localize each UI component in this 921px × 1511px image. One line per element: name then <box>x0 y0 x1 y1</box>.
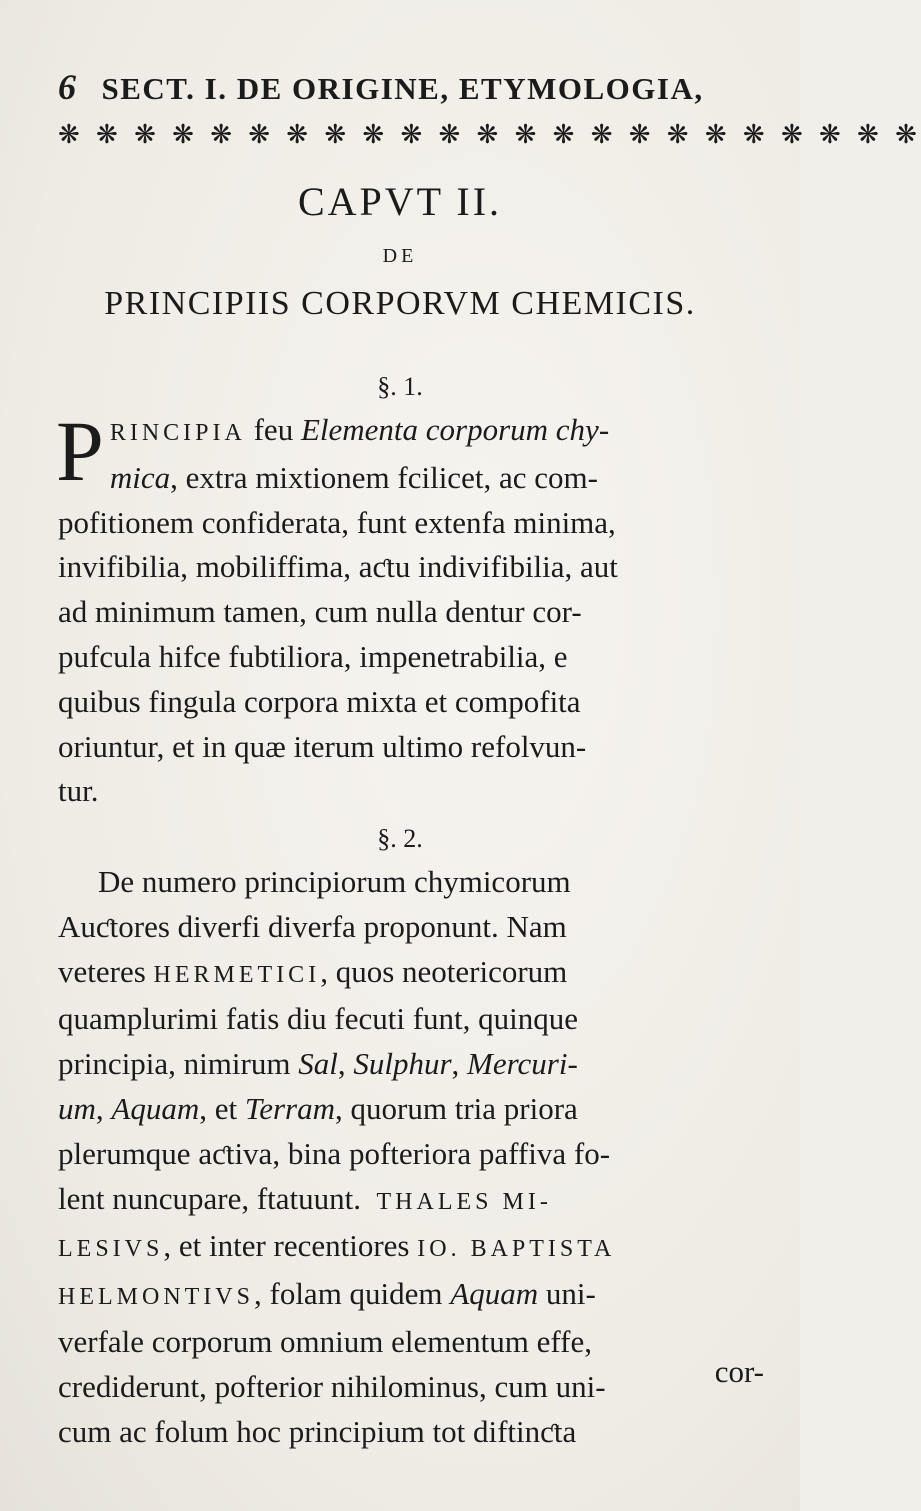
ornament-rule: ❋ ❋ ❋ ❋ ❋ ❋ ❋ ❋ ❋ ❋ ❋ ❋ ❋ ❋ ❋ ❋ ❋ ❋ ❋ ❋ ❋ ❋ ❋ <box>58 120 921 150</box>
text-line: quamplurimi fatis diu fecuti funt, quinque <box>58 1001 579 1037</box>
paragraph-1 <box>56 403 778 814</box>
text-line: lent nuncupare, ftatuunt. THALES MI- <box>58 1180 552 1216</box>
text-line: De numero principiorum chymicorum <box>98 864 571 899</box>
text-line: cum ac folum hoc principium tot diftinƈta <box>58 1413 577 1449</box>
text-line: HELMONTIVS, folam quidem Aquam uni- <box>58 1276 596 1312</box>
page-number: 6 <box>58 67 78 107</box>
text-line: pofitionem confiderata, funt extenfa minima, <box>58 504 616 540</box>
text-line: tur. <box>58 773 99 809</box>
section-mark-1: §. 1. <box>377 372 423 401</box>
text-line: principia, nimirum Sal, Sulphur, Mercuri- <box>58 1046 578 1082</box>
drop-cap: P <box>56 403 104 499</box>
running-header <box>58 66 704 108</box>
text-line: crediderunt, pofterior nihilominus, cum uni- <box>58 1368 606 1404</box>
text-line: veteres HERMETICI, quos neotericorum <box>58 953 568 989</box>
text-line: Auƈtores diverfi diverfa proponunt. Nam <box>58 908 567 944</box>
text-line: um, Aquam, et Terram, quorum tria priora <box>58 1090 578 1126</box>
paragraph-2 <box>58 860 778 1454</box>
catchword: cor- <box>714 1354 764 1389</box>
text-line: verfale corporum omnium elementum effe, <box>58 1323 592 1359</box>
section-mark-2: §. 2. <box>377 824 423 853</box>
text-line: quibus fingula corpora mixta et compofita <box>58 683 581 719</box>
text-line: ad minimum tamen, cum nulla dentur cor- <box>58 594 582 630</box>
chapter-title: CAPVT II. <box>297 179 503 224</box>
text-line: RINCIPIA feu Elementa corporum chy- <box>109 412 610 447</box>
text-line: oriuntur, et in quæ iterum ultimo refolvun- <box>58 728 587 764</box>
text-line: plerumque aƈtiva, bina pofteriora paffiva fo- <box>58 1135 611 1171</box>
text-line: mica, extra mixtionem fcilicet, ac com- <box>109 459 598 495</box>
text-line: invifibilia, mobiliffima, aƈtu indivifibilia, aut <box>58 549 618 585</box>
text-line: LESIVS, et inter recentiores IO. BAPTISTA <box>58 1228 616 1264</box>
chapter-subtitle: PRINCIPIIS CORPORVM CHEMICIS. <box>104 285 696 322</box>
chapter-de: DE <box>382 245 418 267</box>
text-line: pufcula hifce fubtiliora, impenetrabilia, e <box>58 638 568 674</box>
running-title: SECT. I. DE ORIGINE, ETYMOLOGIA, <box>101 71 704 106</box>
